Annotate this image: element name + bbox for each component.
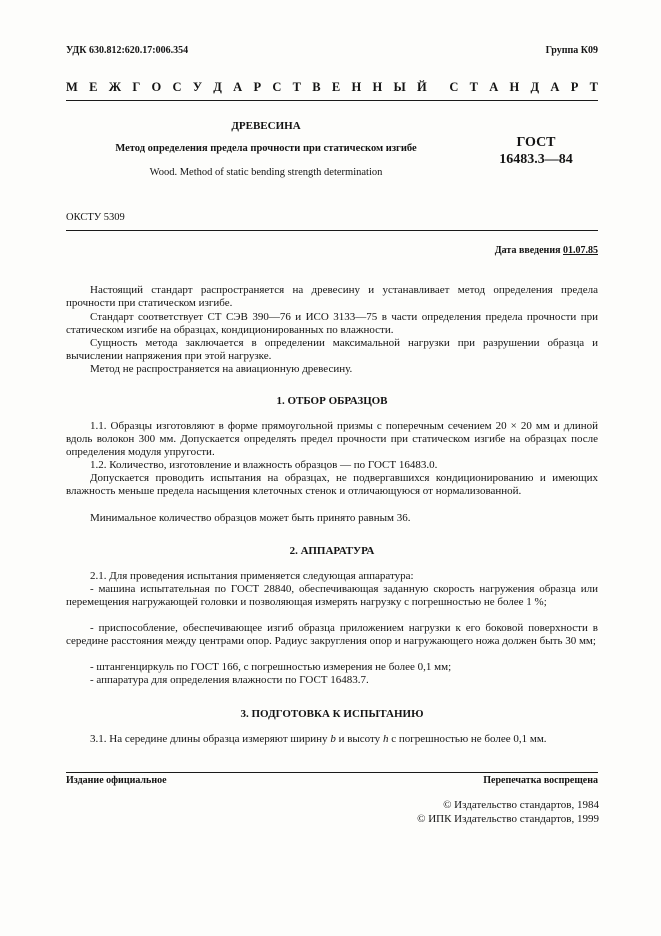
section-2-paragraph: - штангенциркуль по ГОСТ 166, с погрешностью измерения не более 0,1 мм; (90, 661, 452, 673)
heading-letter: Ы (393, 80, 406, 94)
section-3-heading: 3. ПОДГОТОВКА К ИСПЫТАНИЮ (240, 708, 424, 720)
text-run: и высоту (335, 733, 383, 745)
okstu-code: ОКСТУ 5309 (66, 212, 125, 223)
heading-letter: Ж (108, 80, 122, 94)
heading-letter: М (66, 80, 78, 94)
intro-date-label: Дата введения (494, 245, 561, 256)
document-subtitle-en: Wood. Method of static bending strength determination (149, 167, 383, 178)
heading-letter: Г (132, 80, 141, 94)
heading-letter: Н (372, 80, 383, 94)
intro-paragraph: Сущность метода заключается в определении максимальной нагрузки при разрушении образца и вычислении напряжения при этой нагрузке. (66, 337, 598, 363)
heading-letter: С (272, 80, 282, 94)
heading-letter: Д (530, 80, 540, 94)
interstate-standard-heading (66, 80, 598, 95)
heading-letter: Д (213, 80, 222, 94)
okstu-rule (66, 230, 598, 231)
footer-rule (66, 772, 598, 773)
section-2-paragraph: - приспособление, обеспечивающее изгиб образца приложением нагрузки к его боковой поверхности в середине расстояния между центрами опор. Радиус закругления опор и нагружающего ножа должен быть 30 мм; (66, 622, 598, 648)
intro-paragraph: Метод не распространяется на авиационную древесину. (90, 363, 353, 375)
section-2-heading: 2. АППАРАТУРА (289, 545, 375, 557)
intro-date (495, 245, 598, 256)
heading-letter: Т (469, 80, 478, 94)
gost-number: 16483.3—84 (499, 152, 573, 167)
section-3-paragraph (66, 733, 598, 746)
intro-paragraph: Стандарт соответствует СТ СЭВ 390—76 и ИСО 3133—75 в части определения предела прочности при статическом изгибе на образцах, кондиционированных по влажности. (66, 311, 598, 337)
heading-letter: Н (509, 80, 520, 94)
copyright-1999: © ИПК Издательство стандартов, 1999 (417, 813, 599, 825)
section-1-paragraph: Допускается проводить испытания на образцах, не подвергавшихся кондиционированию и имеющих влажность меньше предела насыщения клеточных стенок и отличающуюся от нормализованной. (66, 472, 598, 498)
gost-label: ГОСТ (516, 135, 556, 150)
section-1-heading: 1. ОТБОР ОБРАЗЦОВ (276, 395, 388, 407)
intro-date-value: 01.07.85 (563, 245, 598, 256)
section-1-paragraph: 1.1. Образцы изготовляют в форме прямоугольной призмы с поперечным сечением 20 × 20 мм и длиной вдоль волокон 300 мм. Допускается определять предел прочности при статическом изгибе на образцах после определения модуля упругости. (66, 420, 598, 459)
heading-letter: У (192, 80, 203, 94)
reprint-prohibited-label: Перепечатка воспрещена (483, 775, 598, 786)
heading-letter: В (312, 80, 321, 94)
heading-letter: О (151, 80, 162, 94)
section-1-paragraph: Минимальное количество образцов может быть принято равным 36. (90, 512, 411, 524)
heading-letter: Е (331, 80, 341, 94)
document-title: ДРЕВЕСИНА (231, 120, 301, 132)
header-rule (66, 100, 598, 101)
section-2-paragraph: 2.1. Для проведения испытания применяется следующая аппаратура: (90, 570, 414, 582)
intro-paragraph: Настоящий стандарт распространяется на древесину и устанавливает метод определения предела прочности при статическом изгибе. (66, 284, 598, 310)
variable-h: h (382, 733, 389, 745)
heading-letter: Й (417, 80, 427, 94)
heading-letter: С (172, 80, 182, 94)
copyright-block (417, 798, 599, 826)
text-run: 3.1. На середине длины образца измеряют ширину (90, 733, 331, 745)
section-2-paragraph: - машина испытательная по ГОСТ 28840, обеспечивающая заданную скорость нагружения образца или перемещения нагружающей головки и позволяющая измерять нагрузку с погрешностью не более 1 %; (66, 583, 598, 609)
heading-letter: Е (89, 80, 98, 94)
heading-letter: Т (589, 80, 598, 94)
heading-letter: Р (570, 80, 579, 94)
udk-code: УДК 630.812:620.17:006.354 (66, 45, 189, 56)
gost-designation (476, 134, 596, 168)
copyright-1984: © Издательство стандартов, 1984 (443, 799, 599, 811)
document-subtitle-ru: Метод определения предела прочности при статическом изгибе (115, 143, 417, 154)
variable-b: b (330, 733, 336, 745)
heading-letter: Р (253, 80, 262, 94)
section-1-paragraph: 1.2. Количество, изготовление и влажность образцов — по ГОСТ 16483.0. (90, 459, 438, 471)
section-2-paragraph: - аппаратура для определения влажности по ГОСТ 16483.7. (90, 674, 369, 686)
group-code: Группа К09 (545, 45, 598, 56)
official-edition-label: Издание официальное (66, 775, 167, 786)
heading-letter: Н (351, 80, 362, 94)
text-run: с погрешностью не более 0,1 мм. (388, 733, 547, 745)
heading-letter: Т (292, 80, 302, 94)
heading-letter: С (449, 80, 459, 94)
heading-letter: А (550, 80, 560, 94)
heading-letter: А (489, 80, 499, 94)
heading-letter: А (233, 80, 243, 94)
